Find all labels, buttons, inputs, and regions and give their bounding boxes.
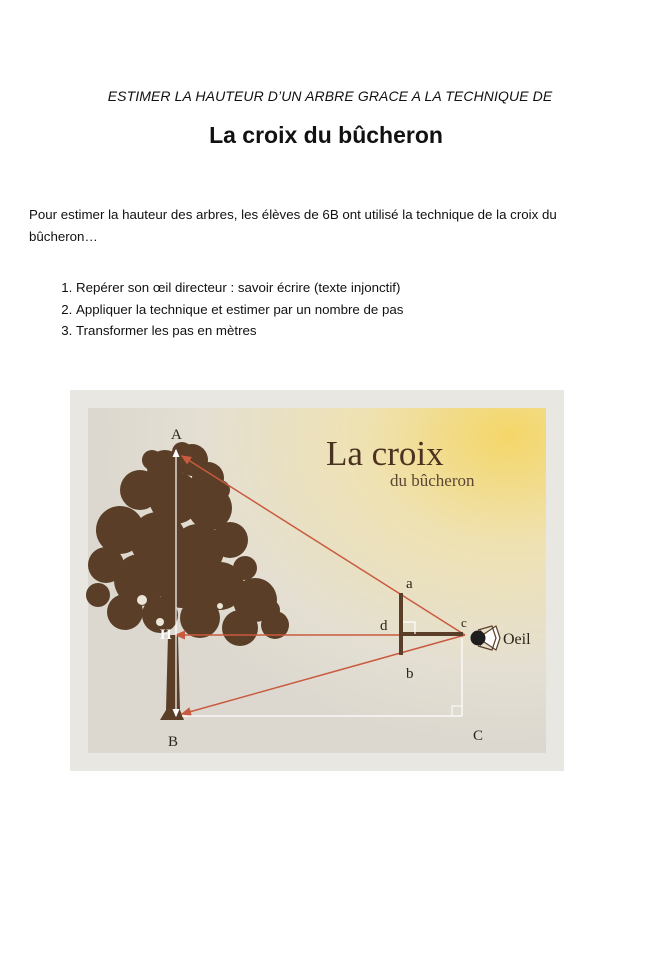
label-eye: Oeil — [503, 631, 531, 648]
label-C: C — [473, 728, 484, 744]
label-H: H — [160, 627, 172, 643]
label-d: d — [380, 618, 388, 634]
label-a: a — [406, 576, 413, 592]
list-item: 1. Repérer son œil directeur : savoir écrire (texte injonctif) — [76, 277, 403, 299]
list-item: 2. Appliquer la technique et estimer par un nombre de pas — [76, 299, 403, 321]
label-b: b — [406, 666, 414, 682]
label-c: c — [461, 615, 467, 630]
label-A: A — [171, 427, 182, 443]
document-title: La croix du bûcheron — [209, 122, 443, 148]
figure-subtitle: du bûcheron — [390, 471, 475, 490]
steps-list — [36, 277, 403, 342]
label-B: B — [168, 734, 179, 750]
intro-paragraph: Pour estimer la hauteur des arbres, les élèves de 6B ont utilisé la technique de la croix du bûcheron… — [29, 207, 557, 244]
figure-title: La croix — [326, 434, 444, 473]
list-item: 3. Transformer les pas en mètres — [76, 320, 403, 342]
lumberjack-cross-illustration — [70, 390, 564, 771]
illustration-canvas — [70, 390, 564, 771]
document-subtitle: ESTIMER LA HAUTEUR D’UN ARBRE GRACE A LA TECHNIQUE DE — [107, 88, 553, 104]
